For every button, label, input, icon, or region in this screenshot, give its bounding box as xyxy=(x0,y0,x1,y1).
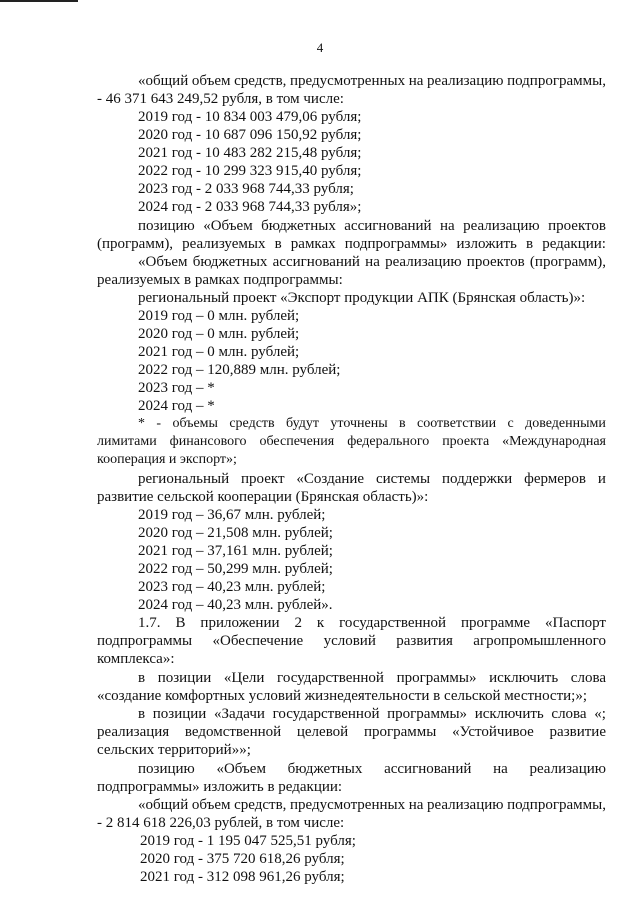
text-line: 2022 год – 120,889 млн. рублей; xyxy=(138,362,341,378)
text-line: «общий объем средств, предусмотренных на реализацию подпрограммы, xyxy=(138,73,606,89)
text-line: лимитами финансового обеспечения федерального проекта «Международная xyxy=(97,434,606,449)
text-line: 2021 год - 10 483 282 215,48 рубля; xyxy=(138,145,362,161)
text-line: кооперация и экспорт»; xyxy=(97,452,237,467)
text-line: 2020 год – 0 млн. рублей; xyxy=(138,326,300,342)
text-line: * - объемы средств будут уточнены в соответствии с доведенными xyxy=(138,416,606,431)
text-line: в позиции «Цели государственной программы» исключить слова xyxy=(138,670,606,686)
text-line: 2023 год – 40,23 млн. рублей; xyxy=(138,579,326,595)
text-line: 2021 год – 37,161 млн. рублей; xyxy=(138,543,333,559)
text-line: в позиции «Задачи государственной программы» исключить слова «; xyxy=(138,706,606,722)
text-line: «Объем бюджетных ассигнований на реализацию проектов (программ), xyxy=(138,254,606,270)
text-line: 2024 год – * xyxy=(138,398,215,414)
text-line: 2020 год - 375 720 618,26 рубля; xyxy=(140,851,345,867)
text-line: позицию «Объем бюджетных ассигнований на реализацию xyxy=(138,761,606,777)
text-line: реализация ведомственной целевой программы «Устойчивое развитие xyxy=(97,724,606,740)
text-line: реализуемых в рамках подпрограммы: xyxy=(97,272,343,288)
text-line: «создание комфортных условий жизнедеятельности в сельской местности;»; xyxy=(97,688,588,704)
text-line: позицию «Объем бюджетных ассигнований на реализацию проектов xyxy=(138,218,606,234)
text-line: 2022 год – 50,299 млн. рублей; xyxy=(138,561,333,577)
text-line: 2019 год - 1 195 047 525,51 рубля; xyxy=(140,833,356,849)
text-line: 2024 год - 2 033 968 744,33 рубля»; xyxy=(138,199,362,215)
text-line: подпрограммы» изложить в редакции: xyxy=(97,779,343,795)
text-line: 1.7. В приложении 2 к государственной программе «Паспорт xyxy=(138,615,606,631)
text-line: региональный проект «Экспорт продукции АПК (Брянская область)»: xyxy=(138,290,586,306)
text-line: 2019 год – 36,67 млн. рублей; xyxy=(138,507,326,523)
text-line: 2020 год – 21,508 млн. рублей; xyxy=(138,525,333,541)
text-line: 2020 год - 10 687 096 150,92 рубля; xyxy=(138,127,362,143)
corner-mark xyxy=(0,0,78,2)
text-line: сельских территорий»»; xyxy=(97,742,251,758)
text-line: «общий объем средств, предусмотренных на реализацию подпрограммы, xyxy=(138,797,606,813)
text-line: развитие сельской кооперации (Брянская область)»: xyxy=(97,489,429,505)
text-line: - 2 814 618 226,03 рублей, в том числе: xyxy=(97,815,345,831)
text-line: (программ), реализуемых в рамках подпрограммы» изложить в редакции: xyxy=(97,236,606,252)
text-line: комплекса»: xyxy=(97,651,175,667)
text-line: - 46 371 643 249,52 рубля, в том числе: xyxy=(97,91,344,107)
text-line: 2024 год – 40,23 млн. рублей». xyxy=(138,597,333,613)
page-number: 4 xyxy=(316,40,324,55)
text-line: подпрограммы «Обеспечение условий развития агропромышленного xyxy=(97,633,606,649)
text-line: 2022 год - 10 299 323 915,40 рубля; xyxy=(138,163,362,179)
text-line: 2019 год – 0 млн. рублей; xyxy=(138,308,300,324)
text-line: 2023 год - 2 033 968 744,33 рубля; xyxy=(138,181,354,197)
text-line: 2023 год – * xyxy=(138,380,215,396)
text-line: 2021 год – 0 млн. рублей; xyxy=(138,344,300,360)
text-line: 2019 год - 10 834 003 479,06 рубля; xyxy=(138,109,362,125)
text-line: региональный проект «Создание системы поддержки фермеров и xyxy=(138,471,606,487)
text-line: 2021 год - 312 098 961,26 рубля; xyxy=(140,869,345,885)
